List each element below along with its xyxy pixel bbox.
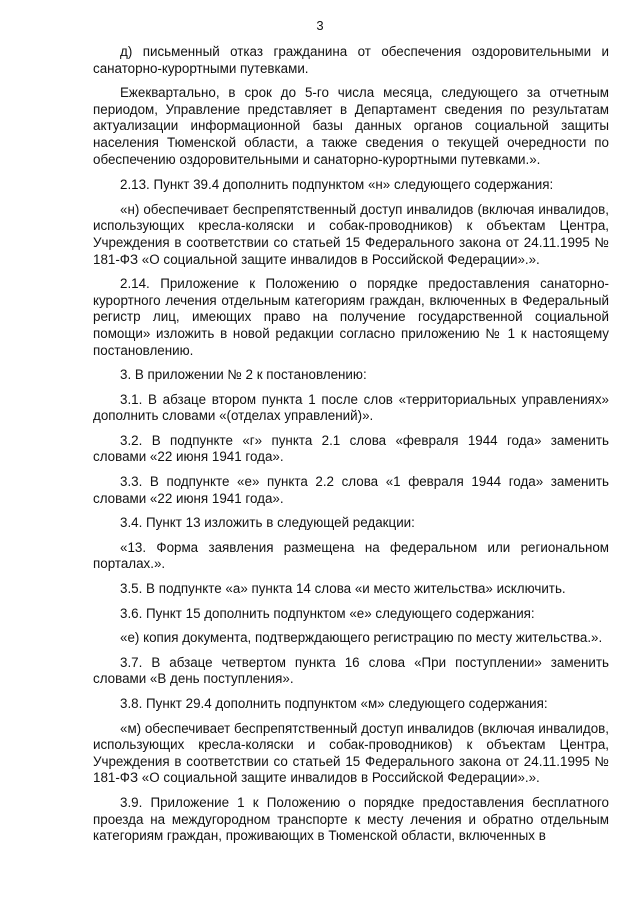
paragraph-3-1: 3.1. В абзаце втором пункта 1 после слов «территориальных управлениях» дополнить словами «(отделах управлений)». [93,391,609,424]
paragraph-3-3: 3.3. В подпункте «е» пункта 2.2 слова «1 февраля 1944 года» заменить словами «22 июня 1941 года». [93,474,609,506]
paragraph-subpoint-m: «м) обеспечивает беспрепятственный доступ инвалидов (включая инвалидов, использующих кресла-коляски и собак-проводников) к объектам Центра, Учреждения в соответствии со статьей 15 Федерального закона от 24.11.1995 № 181-ФЗ «О социальной защите инвалидов в Российской Федерации».». [93,720,609,786]
paragraph-3: 3. В приложении № 2 к постановлению: [120,367,367,383]
paragraph-2-14: 2.14. Приложение к Положению о порядке предоставления санаторно-курортного лечения отдельным категориям граждан, включенных в Федеральный регистр лиц, имеющих право на получение государственной социальной помощи» изложить в новой редакции согласно приложению № 1 к настоящему постановлению. [93,276,609,358]
page-number: 3 [316,18,324,33]
paragraph-3-2: 3.2. В подпункте «г» пункта 2.1 слова «февраля 1944 года» заменить словами «22 июня 1941 года». [93,432,609,465]
paragraph-subpoint-e: «е) копия документа, подтверждающего регистрацию по месту жительства.». [120,630,603,646]
paragraph-point-13: «13. Форма заявления размещена на федеральном или региональном порталах.». [93,539,609,572]
paragraph-refusal: д) письменный отказ гражданина от обеспечения оздоровительными и санаторно-курортными путевками. [93,44,609,76]
paragraph-quarterly-report: Ежеквартально, в срок до 5-го числа месяца, следующего за отчетным периодом, Управление представляет в Департамент сведения по результатам актуализации информационной базы данных органов социальной защиты населения Тюменской области, а также сведения о текущей очередности по обеспечению оздоровительными и санаторно-курортными путевками.». [93,85,609,167]
paragraph-3-9: 3.9. Приложение 1 к Положению о порядке предоставления бесплатного проезда на междугородном транспорте к месту лечения и обратно отдельным категориям граждан, проживающих в Тюменской области, включенных в [93,794,609,844]
paragraph-3-5: 3.5. В подпункте «а» пункта 14 слова «и место жительства» исключить. [120,581,566,597]
paragraph-3-4: 3.4. Пункт 13 изложить в следующей редакции: [120,515,415,531]
paragraph-subpoint-n: «н) обеспечивает беспрепятственный доступ инвалидов (включая инвалидов, использующих кресла-коляски и собак-проводников) к объектам Центра, Учреждения в соответствии со статьей 15 Федерального закона от 24.11.1995 № 181-ФЗ «О социальной защите инвалидов в Российской Федерации».». [93,201,609,267]
document-body [93,44,609,853]
paragraph-3-8: 3.8. Пункт 29.4 дополнить подпунктом «м» следующего содержания: [120,696,548,711]
paragraph-3-6: 3.6. Пункт 15 дополнить подпунктом «е» следующего содержания: [120,605,535,621]
paragraph-3-7: 3.7. В абзаце четвертом пункта 16 слова «При поступлении» заменить словами «В день поступления». [93,654,609,687]
paragraph-2-13: 2.13. Пункт 39.4 дополнить подпунктом «н» следующего содержания: [120,177,554,193]
